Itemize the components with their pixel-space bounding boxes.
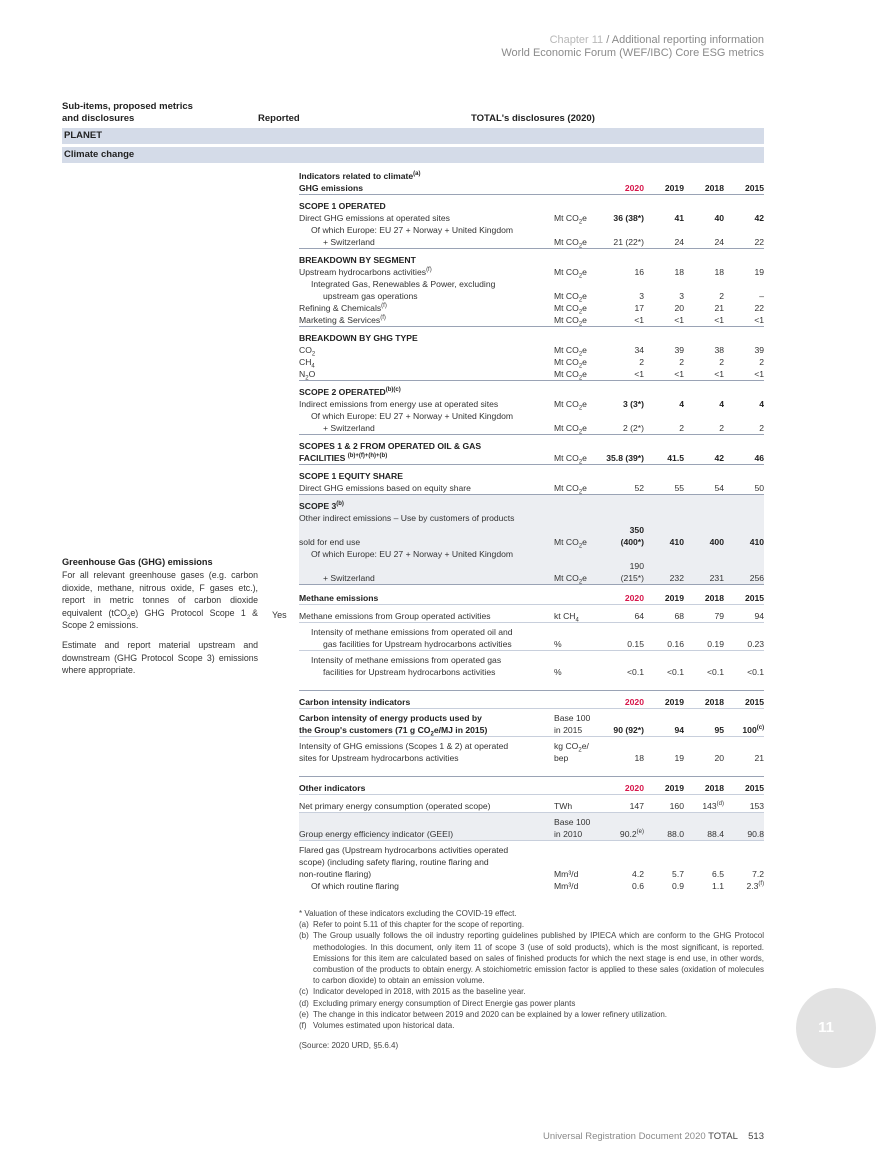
table-row: + Switzerland Mt $CO_2e$ 2 (2*) 2 2 2 bbox=[323, 423, 765, 436]
column-heading-line2: and disclosures bbox=[62, 113, 135, 124]
table-row: Indicators related to climate$^{(a)}$ bbox=[299, 171, 421, 181]
planet-band bbox=[62, 128, 764, 144]
table-row: Marketing & Services$^{(f)}$ Mt $CO_2e$ <1 <1 <1 <1 bbox=[299, 315, 765, 328]
footer-brand: TOTAL bbox=[708, 1131, 738, 1142]
footnote: (d) Excluding primary energy consumption of Direct Energie gas power plants bbox=[299, 998, 576, 1008]
table-row: upstream gas operations Mt $CO_2e$ 3 3 2 – bbox=[323, 291, 765, 304]
table-row: SCOPES 1 & 2 FROM OPERATED OIL & GAS bbox=[299, 435, 764, 453]
table-row: Base 100 bbox=[299, 813, 764, 829]
footnote: (a) Refer to point 5.11 of this chapter for the scope of reporting. bbox=[299, 920, 525, 930]
footnote-star: * Valuation of these indicators excluding the COVID-19 effect. bbox=[299, 909, 517, 918]
column-heading-reported: Reported bbox=[258, 113, 300, 124]
table-row: Intensity of GHG emissions (Scopes 1 & 2) at operated kg $CO_2e/$ bbox=[299, 737, 764, 753]
table-row: Of which Europe: EU 27 + Norway + United Kingdom bbox=[311, 411, 514, 421]
table-row: + Switzerland Mt $CO_2e$ 21 (22*) 24 24 22 bbox=[323, 237, 765, 250]
table-row: scope) (including safety flaring, routine flaring and bbox=[299, 857, 489, 867]
column-heading-metrics bbox=[62, 101, 193, 125]
table-row: Methane emissions 2020 2019 2018 2015 bbox=[299, 585, 764, 605]
footnote: (c) Indicator developed in 2018, with 2015 as the baseline year. bbox=[299, 987, 526, 997]
table-row: Other indirect emissions – Use by customers of products bbox=[299, 512, 764, 524]
table-row: Integrated Gas, Renewables & Power, excluding bbox=[311, 279, 496, 289]
table-row: Carbon intensity indicators 2020 2019 2018 2015 bbox=[299, 691, 764, 709]
planet-label: PLANET bbox=[64, 130, 102, 141]
footnote: (e) The change in this indicator between 2019 and 2020 can be explained by a lower refinery utilization. bbox=[299, 1009, 668, 1019]
table-row: Net primary energy consumption (operated scope) TWh 147 160 143$^{(d)}$ 153 bbox=[299, 795, 764, 813]
metric-title: Greenhouse Gas (GHG) emissions bbox=[62, 557, 213, 567]
table-row: gas facilities for Upstream hydrocarbons activities % 0.15 0.16 0.19 0.23 bbox=[323, 639, 765, 649]
table-row: the Group's customers (71 g $CO_2e/MJ$ in 2015) in 2015 90 (92*) 94 95 100$^{(c)}$ bbox=[299, 725, 765, 738]
page-footer bbox=[543, 1131, 764, 1142]
table-row: sold for end use Mt $CO_2e$ 350 (400*) 410 400 410 bbox=[299, 525, 765, 550]
climate-band bbox=[62, 147, 764, 163]
metric-paragraph-1: For all relevant greenhouse gases (e.g. carbon dioxide, methane, nitrous oxide, F gases etc.), report in metric tonnes of carbon dioxide equivalent (tCO$_2$e) GHG Protocol Scope 1 & Scope 2 emissions. bbox=[62, 570, 258, 631]
table-row: Intensity of methane emissions from operated gas bbox=[299, 651, 764, 667]
table-row: BREAKDOWN BY GHG TYPE bbox=[299, 327, 764, 345]
table-row: Upstream hydrocarbons activities$^{(f)}$ Mt $CO_2e$ 16 18 18 19 bbox=[299, 267, 765, 280]
table-row: Direct GHG emissions based on equity share Mt $CO_2e$ 52 55 54 50 bbox=[299, 483, 765, 496]
table-row: + Switzerland Mt $CO_2e$ 190 (215*) 232 231 256 bbox=[299, 560, 764, 585]
table-row: Other indicators 2020 2019 2018 2015 bbox=[299, 777, 764, 795]
table-row: SCOPE 1 EQUITY SHARE bbox=[299, 465, 764, 483]
metric-paragraph-2: Estimate and report material upstream and downstream (GHG Protocol Scope 3) emissions where appropriate. bbox=[62, 639, 258, 676]
chapter-number: Chapter 11 bbox=[549, 34, 604, 46]
table-row: non-routine flaring) Mm³/d 4.2 5.7 6.5 7.2 bbox=[299, 869, 765, 879]
table-row: SCOPE 3$^{(b)}$ bbox=[299, 495, 764, 513]
table-row: Of which routine flaring Mm³/d 0.6 0.9 1.1 2.3$^{(f)}$ bbox=[311, 881, 765, 891]
ghg-table bbox=[299, 170, 764, 892]
table-row: Carbon intensity of energy products used by Base 100 bbox=[299, 709, 764, 725]
source-note: (Source: 2020 URD, §5.6.4) bbox=[299, 1041, 399, 1051]
table-row: Direct GHG emissions at operated sites Mt $CO_2e$ 36 (38*) 41 40 42 bbox=[299, 213, 765, 226]
footnote: (f) Volumes estimated upon historical data. bbox=[299, 1021, 455, 1031]
table-row: $CH_4$ Mt $CO_2e$ 2 2 2 2 bbox=[299, 357, 765, 370]
table-row: SCOPE 2 $OPERATED^{(b)(c)}$ bbox=[299, 381, 764, 399]
table-row: Indirect emissions from energy use at operated sites Mt $CO_2e$ 3 (3*) 4 4 4 bbox=[299, 399, 765, 412]
chapter-separator: / bbox=[603, 34, 612, 46]
table-row: Intensity of methane emissions from operated oil and bbox=[299, 623, 764, 639]
table-row: FACILITIES $^{(b)+(f)+(h)+(b)}$ Mt $CO_2e$ 35.8 (39*) 41.5 42 46 bbox=[299, 453, 765, 466]
table-row: Methane emissions from Group operated activities kt $CH_4$ 64 68 79 94 bbox=[299, 605, 764, 623]
chapter-tab bbox=[796, 988, 876, 1068]
table-row: sites for Upstream hydrocarbons activities bep 18 19 20 21 bbox=[299, 753, 765, 763]
page-number: 513 bbox=[748, 1131, 764, 1142]
reported-value: Yes bbox=[272, 610, 287, 620]
column-heading-line1: Sub-items, proposed metrics bbox=[62, 101, 193, 112]
chapter-tab-number: 11 bbox=[818, 1019, 834, 1036]
table-row: $CO_2$ Mt $CO_2e$ 34 39 38 39 bbox=[299, 345, 765, 358]
footer-document: Universal Registration Document 2020 bbox=[543, 1131, 706, 1142]
chapter-header bbox=[550, 34, 764, 47]
table-row: facilities for Upstream hydrocarbons activities % <0.1 <0.1 <0.1 <0.1 bbox=[323, 667, 765, 677]
footnote: (b) The Group usually follows the oil industry reporting guidelines published by IPIECA which are conform to the GHG Protocol methodologies. In this document, only item 11 of scope 3 (use of sold products), which is the most significant, is reported. Emissions for this item are calculated based on sales of finished products for which the next stage is end use, in other words, combustion of the products to obtain energy. A stoichiometric emission factor is applied to these sales (oxidation of molecules to carbon dioxide) to obtain an emission volume. bbox=[299, 931, 764, 986]
table-row: Refining & Chemicals$^{(f)}$ Mt $CO_2e$ 17 20 21 22 bbox=[299, 303, 765, 316]
table-row: Group energy efficiency indicator (GEEI) in 2010 90.2$^{(e)}$ 88.0 88.4 90.8 bbox=[299, 829, 765, 839]
table-row: $N_2O$ Mt $CO_2e$ <1 <1 <1 <1 bbox=[299, 369, 765, 382]
chapter-title: Additional reporting information bbox=[611, 34, 764, 46]
table-row: SCOPE 1 OPERATED bbox=[299, 195, 764, 213]
table-row: Flared gas (Upstream hydrocarbons activities operated bbox=[299, 841, 764, 857]
table-row: Of which Europe: EU 27 + Norway + United Kingdom bbox=[311, 225, 514, 235]
table-row: BREAKDOWN BY SEGMENT bbox=[299, 249, 764, 267]
metric-description bbox=[62, 556, 258, 677]
climate-label: Climate change bbox=[64, 149, 135, 160]
chapter-subtitle: World Economic Forum (WEF/IBC) Core ESG metrics bbox=[501, 47, 764, 59]
table-row: Of which Europe: EU 27 + Norway + United Kingdom bbox=[299, 548, 764, 560]
table-row: GHG emissions 2020 2019 2018 2015 bbox=[299, 183, 765, 193]
column-heading-disclosures: TOTAL's disclosures (2020) bbox=[471, 113, 595, 124]
footnotes bbox=[299, 908, 764, 1051]
